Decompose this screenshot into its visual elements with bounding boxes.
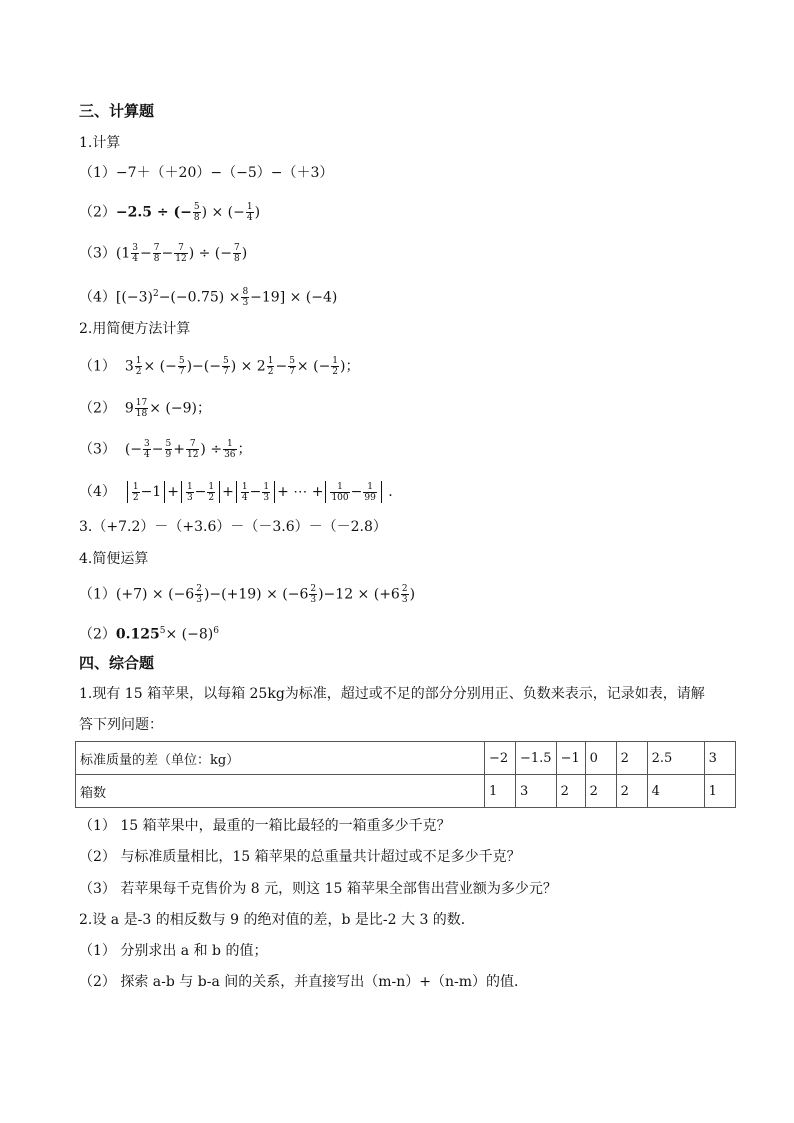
q4-part1: （1）(+7) × (−6 $\frac{2}{3}$ )−(+19) × (−6 $\frac{2}{3}$ )−12 × (+6 $\frac{2}{3}$ )	[79, 584, 416, 605]
table-cell: 2	[616, 742, 647, 775]
s4-q1-sub2: （2） 与标准质量相比，15 箱苹果的总重量共计超过或不足多少千克？	[79, 849, 521, 865]
table-cell: 1	[704, 775, 735, 808]
q2-part4: （4） $\frac{1}{2}$ −1 + $\frac{1}{3}$ − $\frac{1}{2}$ + $\frac{1}{4}$ − $\frac{1}{3}$ + ⋯ + $\frac{1}{100}$ − $\frac{1}{99}$ .	[79, 481, 393, 503]
table-cell: 2	[556, 775, 585, 808]
q1-part2: （2）−2.5 ÷ (− $\frac{5}{8}$ ) × (− $\frac{1}{4}$ )	[79, 202, 261, 223]
section-heading-calc: 三、计算题	[79, 102, 155, 120]
question-1-title: 1.计算	[79, 135, 121, 151]
table-row	[76, 775, 736, 808]
table-cell: 3	[704, 742, 735, 775]
section-heading-comprehensive: 四、综合题	[79, 654, 155, 672]
fraction: $\frac{1}{4}$	[246, 202, 253, 223]
s4-q1-text-line1: 1.现有 15 箱苹果，以每箱 25kg为标准，超过或不足的部分分别用正、负数来表示，记录如表，请解	[79, 686, 705, 702]
q1-part4: $(4)[(-3)^2-(-0.75)$ × $\frac{8}{3}$ −19] × (−4)	[79, 287, 338, 309]
table-cell: 0	[585, 742, 616, 775]
q1-part3: （3）(1 $\frac{3}{4}$ − $\frac{7}{8}$ − $\frac{7}{12}$ ) ÷ (− $\frac{7}{8}$ )	[79, 243, 248, 264]
table-cell: 1	[485, 775, 516, 808]
table-cell: 2	[585, 775, 616, 808]
weight-difference-table	[75, 741, 736, 808]
s4-q1-text-line2: 答下列问题：	[79, 717, 163, 733]
q2-part2: （2） 9 $\frac{17}{18}$ × (−9)；	[79, 398, 211, 419]
s4-q2-sub2: （2） 探索 a-b 与 b-a 间的关系，并直接写出（m-n）+（n-m）的值．	[79, 974, 529, 990]
q1-part1: （1）−7＋（＋20）−（−5）−（＋3）	[79, 165, 334, 181]
s4-q2-text: 2.设 a 是-3 的相反数与 9 的绝对值的差，b 是比-2 大 3 的数．	[79, 912, 475, 928]
fraction: $\frac{5}{8}$	[193, 202, 200, 223]
q4-part2: $(2)0.125^5\times (-8)^6$	[79, 626, 219, 643]
q2-part3: （3） (− $\frac{3}{4}$ − $\frac{5}{9}$ + $\frac{7}{12}$ ) ÷ $\frac{1}{36}$ ；	[79, 439, 252, 460]
q2-part1: （1） 3 $\frac{1}{2}$ × (− $\frac{5}{7}$ )−(− $\frac{5}{7}$ ) × 2 $\frac{1}{2}$ − $\frac{5}{7}$ × (− $\frac{1}{2}$ )；	[79, 356, 360, 377]
table-cell: 2.5	[647, 742, 704, 775]
table-cell: 4	[647, 775, 704, 808]
table-cell: −2	[485, 742, 516, 775]
table-row	[76, 742, 736, 775]
question-2-title: 2.用简便方法计算	[79, 321, 191, 337]
question-4-title: 4.简便运算	[79, 551, 149, 567]
table-cell: 3	[516, 775, 557, 808]
s4-q2-sub1: （1） 分别求出 a 和 b 的值；	[79, 943, 268, 959]
table-cell: −1.5	[516, 742, 557, 775]
question-3: 3.（+7.2）－（+3.6）－（－3.6）－（－2.8）	[79, 519, 387, 535]
table-header-cell: 箱数	[76, 775, 485, 808]
s4-q1-sub3: （3） 若苹果每千克售价为 8 元，则这 15 箱苹果全部售出营业额为多少元？	[79, 881, 557, 897]
table-cell: 2	[616, 775, 647, 808]
s4-q1-sub1: （1） 15 箱苹果中，最重的一箱比最轻的一箱重多少千克？	[79, 818, 451, 834]
table-cell: −1	[556, 742, 585, 775]
table-header-cell: 标准质量的差（单位：kg）	[76, 742, 485, 775]
